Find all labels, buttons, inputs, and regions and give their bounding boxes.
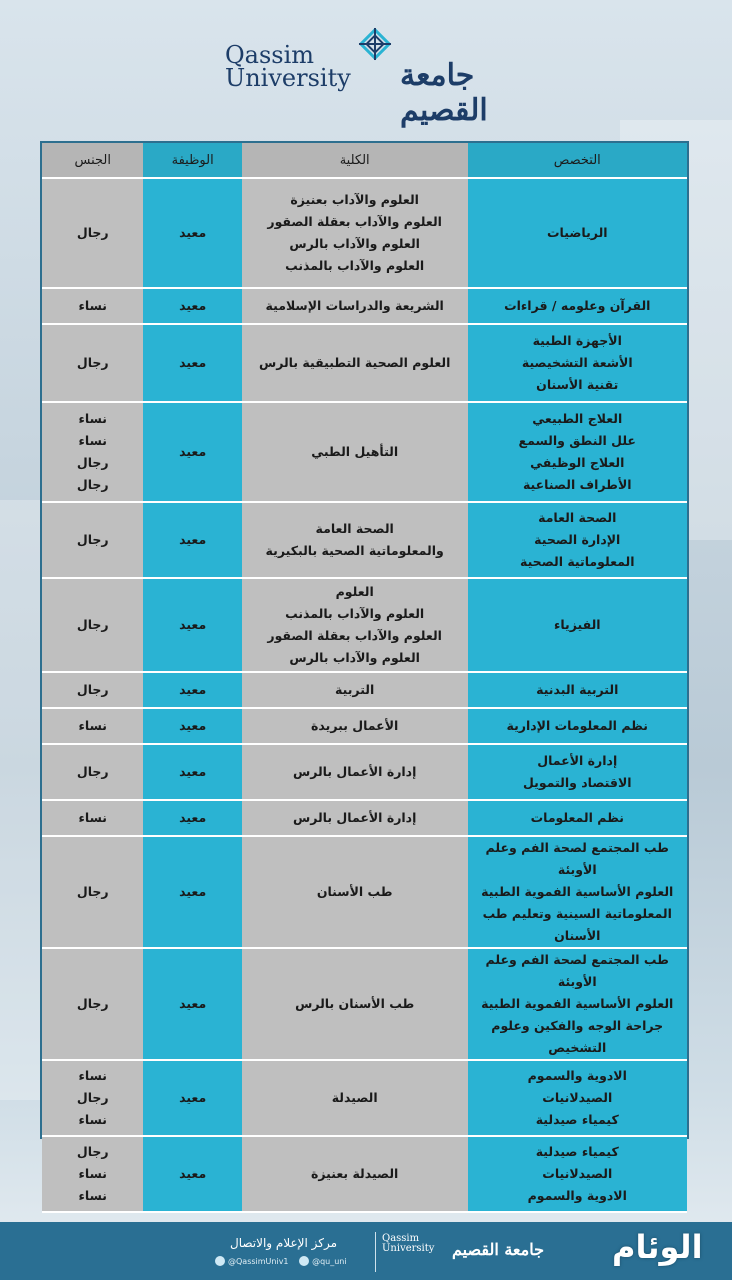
header-specialization: التخصص bbox=[468, 143, 687, 178]
job-cell bbox=[143, 178, 241, 288]
table-row bbox=[42, 578, 687, 672]
cell-line: الاقتصاد والتمويل bbox=[522, 775, 632, 790]
vacancies-table bbox=[40, 141, 689, 1203]
cell-line: العلوم الأساسية الفموية الطبية bbox=[481, 996, 674, 1011]
college-cell bbox=[242, 502, 468, 578]
cell-line: الصيدلانيات bbox=[542, 1090, 613, 1105]
cell-line: رجال bbox=[76, 1090, 109, 1105]
table-row bbox=[42, 502, 687, 578]
table-row bbox=[42, 708, 687, 744]
cell-line: الشريعة والدراسات الإسلامية bbox=[265, 298, 444, 313]
twitter-icon bbox=[215, 1256, 225, 1266]
media-center-label: مركز الإعلام والاتصال bbox=[230, 1236, 338, 1250]
cell-line: نساء bbox=[78, 1068, 107, 1083]
college-cell bbox=[242, 800, 468, 836]
specialization-cell bbox=[468, 948, 687, 1060]
cell-line: والمعلوماتية الصحية بالبكيرية bbox=[265, 543, 444, 558]
snapchat-icon bbox=[299, 1256, 309, 1266]
cell-line: الادوية والسموم bbox=[527, 1068, 627, 1083]
cell-line: معيد bbox=[179, 884, 207, 899]
cell-line: رجال bbox=[76, 225, 109, 240]
table-row bbox=[42, 1060, 687, 1136]
specialization-cell bbox=[468, 672, 687, 708]
job-cell bbox=[143, 672, 241, 708]
gender-cell bbox=[42, 744, 143, 800]
cell-line: طب الأسنان bbox=[316, 884, 393, 899]
cell-line: العلوم الصحية التطبيقية بالرس bbox=[258, 355, 451, 370]
cell-line: العلوم الأساسية الفموية الطبية bbox=[481, 884, 674, 899]
cell-line: التأهيل الطبي bbox=[311, 444, 399, 459]
logo-latin-text: Qassim University bbox=[225, 41, 351, 92]
cell-line: العلوم bbox=[335, 584, 374, 599]
college-cell bbox=[242, 672, 468, 708]
cell-line: التربية البدنية bbox=[536, 682, 619, 697]
specialization-cell bbox=[468, 744, 687, 800]
cell-line: رجال bbox=[76, 532, 109, 547]
cell-line: معيد bbox=[179, 810, 207, 825]
college-cell bbox=[242, 1136, 468, 1212]
cell-line: معيد bbox=[179, 444, 207, 459]
table-row bbox=[42, 288, 687, 324]
cell-line: نساء bbox=[78, 718, 107, 733]
cell-line: المعلوماتية الصحية bbox=[520, 554, 635, 569]
cell-line: الفيزياء bbox=[553, 617, 601, 632]
table-row bbox=[42, 744, 687, 800]
header-college: الكلية bbox=[242, 143, 468, 178]
cell-line: جراحة الوجه والفكين وعلوم التشخيص bbox=[491, 1018, 664, 1055]
cell-line: العلوم والآداب بالرس bbox=[289, 650, 420, 665]
gender-cell bbox=[42, 948, 143, 1060]
job-cell bbox=[143, 502, 241, 578]
job-cell bbox=[143, 324, 241, 402]
specialization-cell bbox=[468, 800, 687, 836]
cell-line: رجال bbox=[76, 455, 109, 470]
job-cell bbox=[143, 288, 241, 324]
cell-line: نساء bbox=[78, 1188, 107, 1203]
alweeam-watermark: الوئام bbox=[612, 1228, 703, 1266]
table-body bbox=[42, 178, 687, 1212]
cell-line: الأشعة التشخيصية bbox=[521, 355, 633, 370]
job-cell bbox=[143, 708, 241, 744]
college-cell bbox=[242, 1060, 468, 1136]
cell-line: معيد bbox=[179, 1090, 207, 1105]
cell-line: الأعمال ببريدة bbox=[311, 718, 399, 733]
college-cell bbox=[242, 402, 468, 502]
specialization-cell bbox=[468, 836, 687, 948]
table-row bbox=[42, 1136, 687, 1212]
job-cell bbox=[143, 948, 241, 1060]
college-cell bbox=[242, 708, 468, 744]
college-cell bbox=[242, 744, 468, 800]
job-cell bbox=[143, 744, 241, 800]
specialization-cell bbox=[468, 288, 687, 324]
cell-line: إدارة الأعمال بالرس bbox=[292, 764, 417, 779]
cell-line: الصحة العامة bbox=[315, 521, 394, 536]
cell-line: معيد bbox=[179, 617, 207, 632]
specialization-cell bbox=[468, 708, 687, 744]
cell-line: العلوم والآداب بعنيزة bbox=[290, 192, 419, 207]
cell-line: العلوم والآداب بالمذنب bbox=[285, 606, 425, 621]
cell-line: الرياضيات bbox=[546, 225, 608, 240]
university-logo bbox=[225, 22, 525, 128]
footer-logo-arabic: جامعة القصيم bbox=[452, 1240, 544, 1259]
cell-line: طب المجتمع لصحة الفم وعلم الأوبئة bbox=[485, 840, 669, 877]
cell-line: الأجهزة الطبية bbox=[532, 333, 622, 348]
background-building bbox=[0, 500, 40, 1100]
college-cell bbox=[242, 178, 468, 288]
cell-line: العلوم والآداب بعقلة الصقور bbox=[267, 628, 442, 643]
college-cell bbox=[242, 836, 468, 948]
gender-cell bbox=[42, 1136, 143, 1212]
cell-line: إدارة الأعمال بالرس bbox=[292, 810, 417, 825]
cell-line: القرآن وعلومه / قراءات bbox=[504, 298, 651, 313]
table-header-row bbox=[42, 143, 687, 178]
job-cell bbox=[143, 578, 241, 672]
cell-line: معيد bbox=[179, 764, 207, 779]
cell-line: الصحة العامة bbox=[538, 510, 617, 525]
table-row bbox=[42, 836, 687, 948]
cell-line: العلوم والآداب بالرس bbox=[289, 236, 420, 251]
gender-cell bbox=[42, 672, 143, 708]
job-cell bbox=[143, 402, 241, 502]
table-row bbox=[42, 800, 687, 836]
table-row bbox=[42, 402, 687, 502]
college-cell bbox=[242, 324, 468, 402]
cell-line: معيد bbox=[179, 532, 207, 547]
specialization-cell bbox=[468, 1060, 687, 1136]
twitter-handle[interactable]: @QassimUniv1 bbox=[215, 1257, 289, 1266]
cell-line: المعلوماتية السينية وتعليم طب الأسنان bbox=[482, 906, 672, 943]
cell-line: معيد bbox=[179, 1166, 207, 1181]
cell-line: معيد bbox=[179, 996, 207, 1011]
cell-line: معيد bbox=[179, 682, 207, 697]
cell-line: الصيدلة bbox=[331, 1090, 378, 1105]
cell-line: طب المجتمع لصحة الفم وعلم الأوبئة bbox=[485, 952, 669, 989]
cell-line: رجال bbox=[76, 884, 109, 899]
gender-cell bbox=[42, 288, 143, 324]
cell-line: الصيدلة بعنيزة bbox=[310, 1166, 399, 1181]
cell-line: كيمياء صيدلية bbox=[535, 1112, 619, 1127]
logo-arabic-text: جامعة القصيم bbox=[400, 58, 488, 128]
cell-line: العلوم والآداب بعقلة الصقور bbox=[267, 214, 442, 229]
cell-line: طب الأسنان بالرس bbox=[295, 996, 415, 1011]
job-cell bbox=[143, 836, 241, 948]
footer-divider bbox=[375, 1232, 376, 1272]
cell-line: نساء bbox=[78, 433, 107, 448]
cell-line: معيد bbox=[179, 355, 207, 370]
cell-line: معيد bbox=[179, 225, 207, 240]
cell-line: نساء bbox=[78, 1112, 107, 1127]
gender-cell bbox=[42, 502, 143, 578]
specialization-cell bbox=[468, 178, 687, 288]
college-cell bbox=[242, 578, 468, 672]
job-cell bbox=[143, 800, 241, 836]
cell-line: العلوم والآداب بالمذنب bbox=[285, 258, 425, 273]
specialization-cell bbox=[468, 578, 687, 672]
job-cell bbox=[143, 1136, 241, 1212]
cell-line: نساء bbox=[78, 810, 107, 825]
specialization-cell bbox=[468, 1136, 687, 1212]
cell-line: الإدارة الصحية bbox=[534, 532, 621, 547]
specialization-cell bbox=[468, 502, 687, 578]
cell-line: رجال bbox=[76, 477, 109, 492]
cell-line: رجال bbox=[76, 996, 109, 1011]
gender-cell bbox=[42, 578, 143, 672]
footer-logo-latin: Qassim University bbox=[382, 1233, 435, 1254]
table-row bbox=[42, 948, 687, 1060]
cell-line: نساء bbox=[78, 411, 107, 426]
cell-line: رجال bbox=[76, 1144, 109, 1159]
gender-cell bbox=[42, 708, 143, 744]
university-emblem-icon bbox=[353, 22, 397, 66]
college-cell bbox=[242, 288, 468, 324]
college-cell bbox=[242, 948, 468, 1060]
cell-line: الصيدلانيات bbox=[542, 1166, 613, 1181]
cell-line: رجال bbox=[76, 355, 109, 370]
header-gender: الجنس bbox=[42, 143, 143, 178]
cell-line: معيد bbox=[179, 298, 207, 313]
cell-line: العلاج الوظيفي bbox=[530, 455, 625, 470]
gender-cell bbox=[42, 800, 143, 836]
gender-cell bbox=[42, 402, 143, 502]
gender-cell bbox=[42, 1060, 143, 1136]
cell-line: رجال bbox=[76, 764, 109, 779]
table-row bbox=[42, 178, 687, 288]
table-row bbox=[42, 672, 687, 708]
cell-line: علل النطق والسمع bbox=[518, 433, 636, 448]
cell-line: نساء bbox=[78, 1166, 107, 1181]
specialization-cell bbox=[468, 402, 687, 502]
cell-line: نظم المعلومات الإدارية bbox=[506, 718, 648, 733]
cell-line: نساء bbox=[78, 298, 107, 313]
cell-line: العلاج الطبيعي bbox=[532, 411, 623, 426]
header-job: الوظيفة bbox=[143, 143, 241, 178]
cell-line: الأطراف الصناعية bbox=[522, 477, 632, 492]
snapchat-handle[interactable]: @qu_uni bbox=[299, 1257, 347, 1266]
vacancies-grid bbox=[42, 143, 687, 1213]
cell-line: نظم المعلومات bbox=[530, 810, 624, 825]
cell-line: تقنية الأسنان bbox=[536, 377, 619, 392]
cell-line: الادوية والسموم bbox=[527, 1188, 627, 1203]
gender-cell bbox=[42, 324, 143, 402]
job-cell bbox=[143, 1060, 241, 1136]
cell-line: رجال bbox=[76, 682, 109, 697]
cell-line: التربية bbox=[335, 682, 375, 697]
gender-cell bbox=[42, 836, 143, 948]
gender-cell bbox=[42, 178, 143, 288]
cell-line: معيد bbox=[179, 718, 207, 733]
table-row bbox=[42, 324, 687, 402]
cell-line: كيمياء صيدلية bbox=[535, 1144, 619, 1159]
cell-line: رجال bbox=[76, 617, 109, 632]
social-handles bbox=[215, 1256, 355, 1266]
cell-line: إدارة الأعمال bbox=[537, 753, 618, 768]
specialization-cell bbox=[468, 324, 687, 402]
